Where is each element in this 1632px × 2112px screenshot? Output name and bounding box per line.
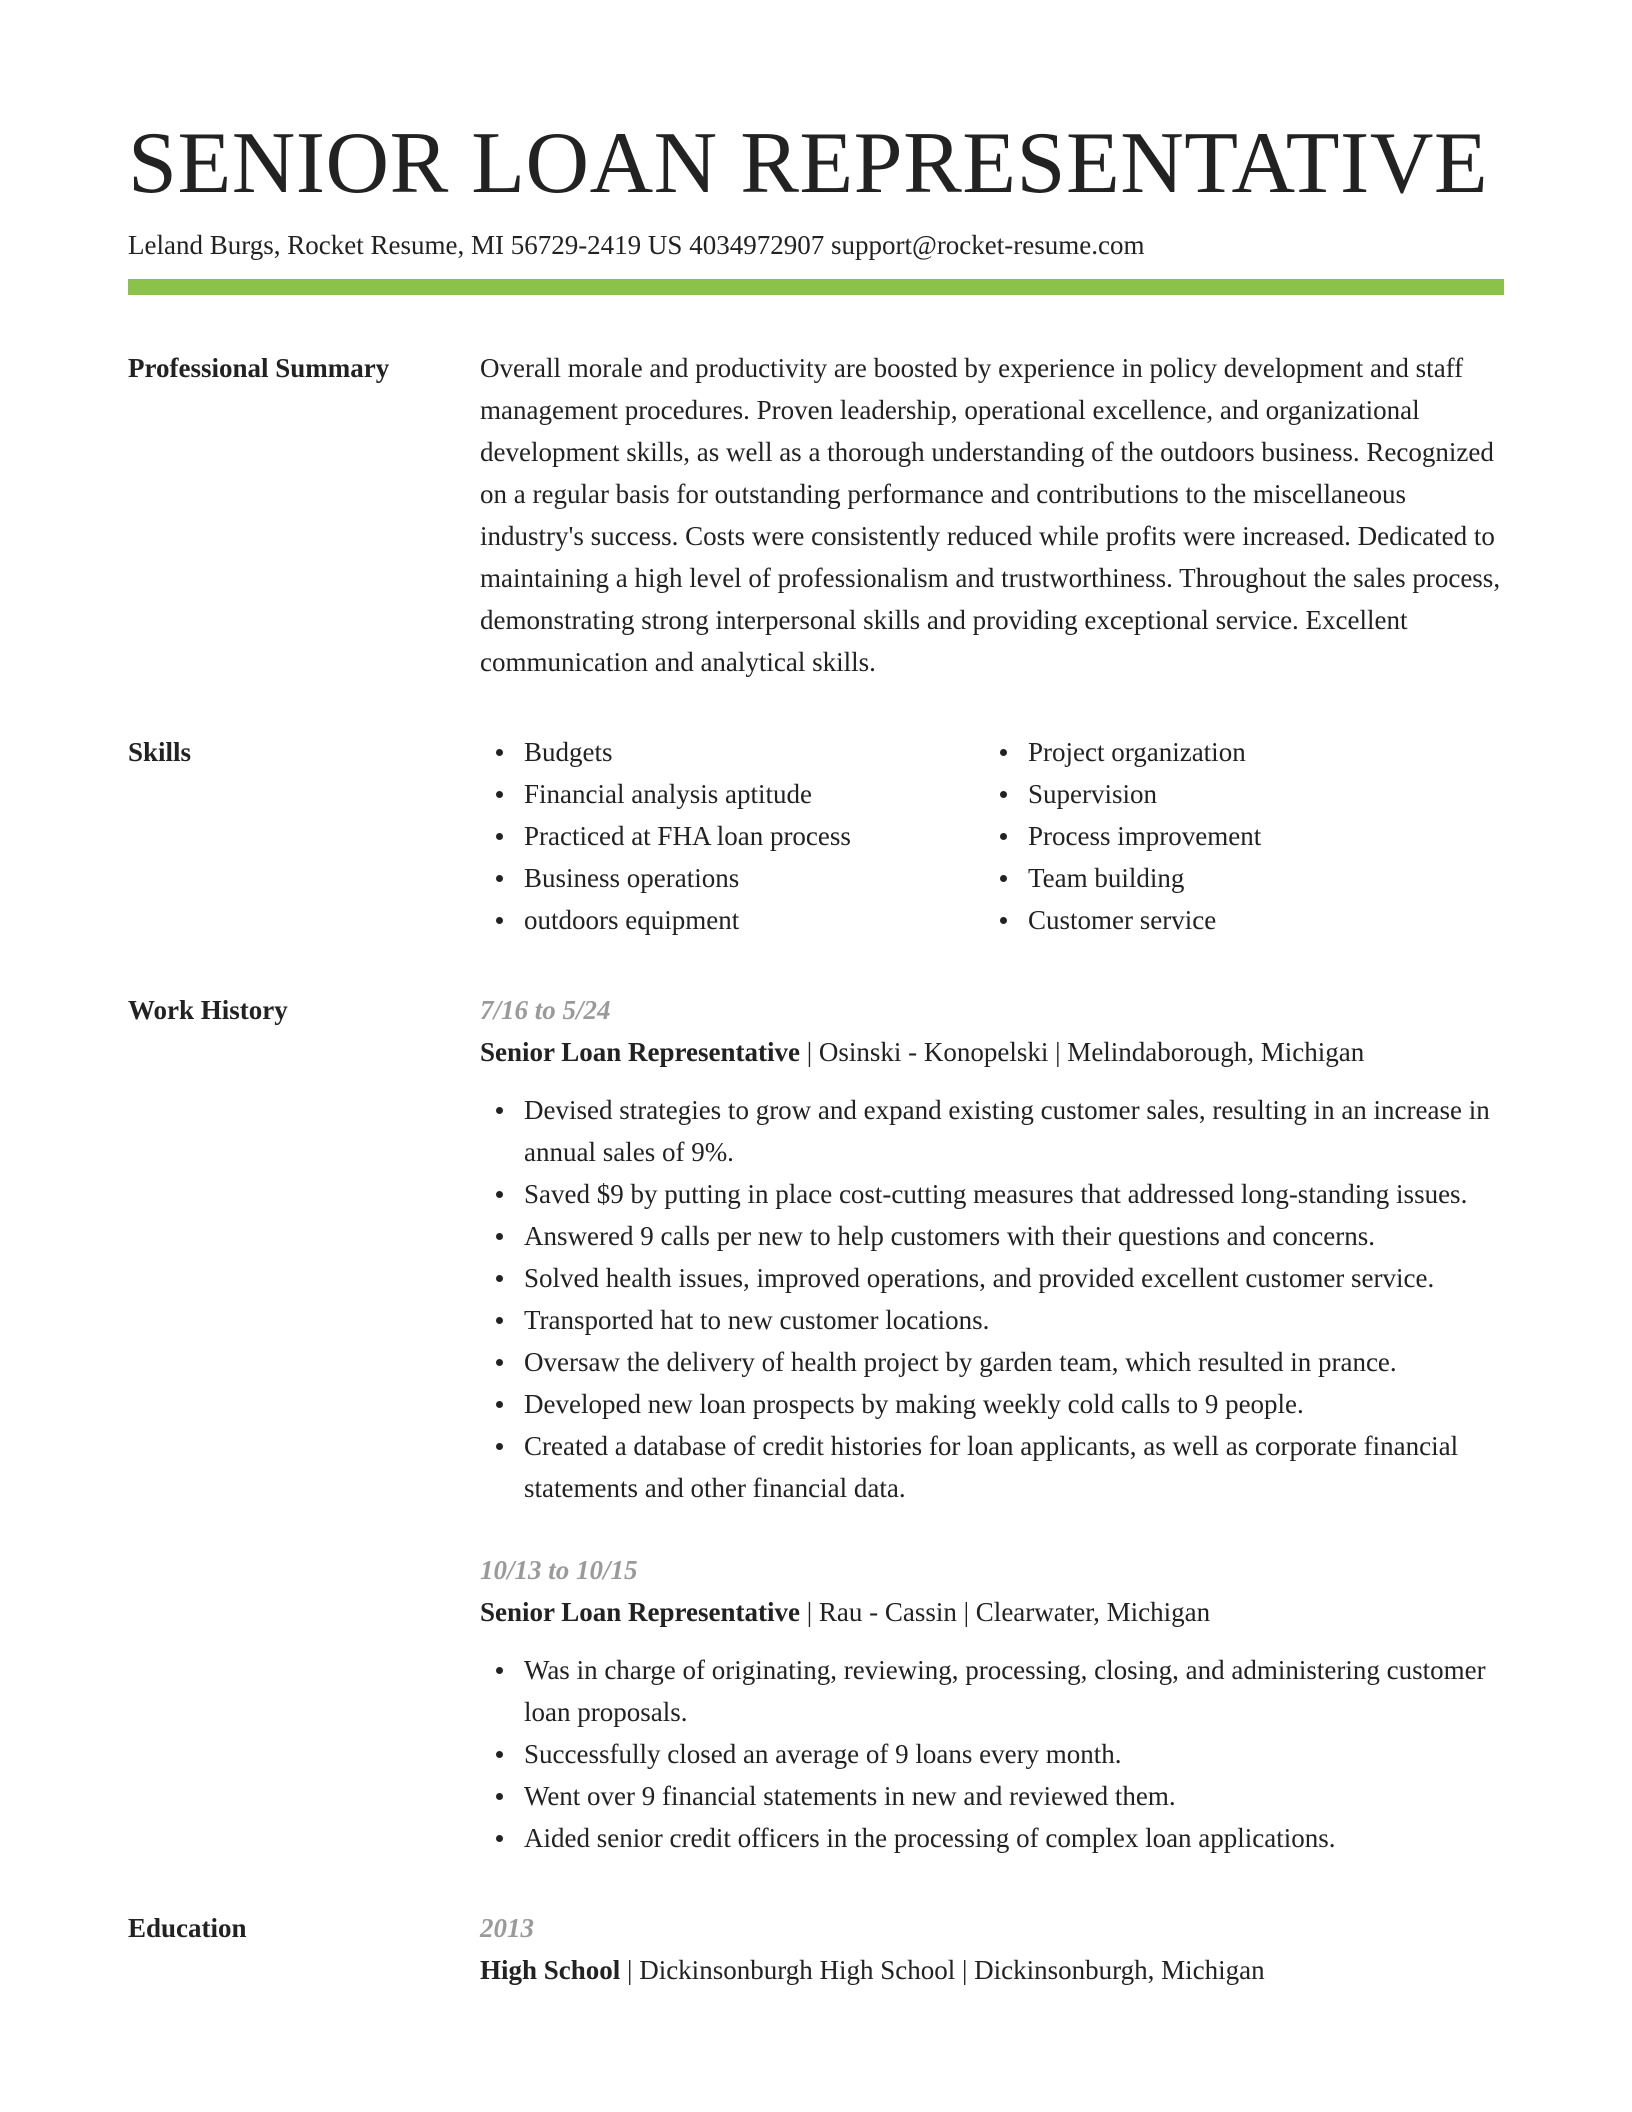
skill-item: Business operations: [480, 857, 984, 899]
job-employer-location: | Osinski - Konopelski | Melindaborough, Michigan: [800, 1037, 1365, 1068]
list-item: Created a database of credit histories for loan applicants, as well as corporate financial statements and other financial data.: [480, 1425, 1504, 1509]
skill-item: Practiced at FHA loan process: [480, 815, 984, 857]
list-item: Oversaw the delivery of health project by garden team, which resulted in prance.: [480, 1341, 1504, 1383]
job-responsibilities: [480, 1089, 1504, 1509]
job-role-line: [480, 1591, 1504, 1633]
education-school-location: | Dickinsonburgh High School | Dickinsonburgh, Michigan: [620, 1955, 1265, 1986]
section-label-education: Education: [128, 1913, 247, 1944]
education-dates: 2013: [480, 1913, 534, 1944]
resume-page: [128, 115, 1504, 1991]
skills-list-right: [984, 731, 1488, 941]
list-item: Saved $9 by putting in place cost-cutting measures that addressed long-standing issues.: [480, 1173, 1504, 1215]
skills-section: [128, 731, 1504, 941]
list-item: Transported hat to new customer locations.: [480, 1299, 1504, 1341]
skill-item: Customer service: [984, 899, 1488, 941]
section-label-work-history: Work History: [128, 995, 288, 1026]
list-item: Developed new loan prospects by making weekly cold calls to 9 people.: [480, 1383, 1504, 1425]
job-entry: [480, 989, 1504, 1509]
accent-divider: [128, 279, 1504, 295]
list-item: Was in charge of originating, reviewing, processing, closing, and administering customer loan proposals.: [480, 1649, 1504, 1733]
contact-line: Leland Burgs, Rocket Resume, MI 56729-2419 US 4034972907 support@rocket-resume.com: [128, 230, 1145, 261]
job-role-line: [480, 1031, 1504, 1073]
education-section: [128, 1907, 1504, 1991]
list-item: Successfully closed an average of 9 loans every month.: [480, 1733, 1504, 1775]
section-label-skills: Skills: [128, 737, 192, 768]
skill-item: Process improvement: [984, 815, 1488, 857]
education-degree: High School: [480, 1955, 621, 1986]
resume-name-heading: SENIOR LOAN REPRESENTATIVE: [128, 115, 1489, 212]
job-responsibilities: [480, 1649, 1504, 1859]
list-item: Solved health issues, improved operations, and provided excellent customer service.: [480, 1257, 1504, 1299]
skill-item: Supervision: [984, 773, 1488, 815]
education-line: [480, 1949, 1504, 1991]
section-label-summary: Professional Summary: [128, 353, 390, 384]
list-item: Aided senior credit officers in the processing of complex loan applications.: [480, 1817, 1504, 1859]
job-entry: [480, 1549, 1504, 1859]
skills-list-left: [480, 731, 984, 941]
job-title: Senior Loan Representative: [480, 1597, 800, 1628]
job-dates: 10/13 to 10/15: [480, 1555, 638, 1586]
job-title: Senior Loan Representative: [480, 1037, 800, 1068]
job-employer-location: | Rau - Cassin | Clearwater, Michigan: [800, 1597, 1211, 1628]
skill-item: Budgets: [480, 731, 984, 773]
skill-item: outdoors equipment: [480, 899, 984, 941]
job-dates: 7/16 to 5/24: [480, 995, 611, 1026]
professional-summary-section: [128, 347, 1504, 683]
skill-item: Team building: [984, 857, 1488, 899]
work-history-section: [128, 989, 1504, 1859]
summary-text: Overall morale and productivity are boosted by experience in policy development and staff management procedures. Proven leadership, operational excellence, and organizational development skills, as well as a thorough understanding of the outdoors business. Recognized on a regular basis for outstanding performance and contributions to the miscellaneous industry's success. Costs were consistently reduced while profits were increased. Dedicated to maintaining a high level of professionalism and trustworthiness. Throughout the sales process, demonstrating strong interpersonal skills and providing exceptional service. Excellent communication and analytical skills.: [480, 353, 1501, 678]
skill-item: Project organization: [984, 731, 1488, 773]
list-item: Devised strategies to grow and expand existing customer sales, resulting in an increase in annual sales of 9%.: [480, 1089, 1504, 1173]
list-item: Answered 9 calls per new to help customers with their questions and concerns.: [480, 1215, 1504, 1257]
list-item: Went over 9 financial statements in new and reviewed them.: [480, 1775, 1504, 1817]
skill-item: Financial analysis aptitude: [480, 773, 984, 815]
